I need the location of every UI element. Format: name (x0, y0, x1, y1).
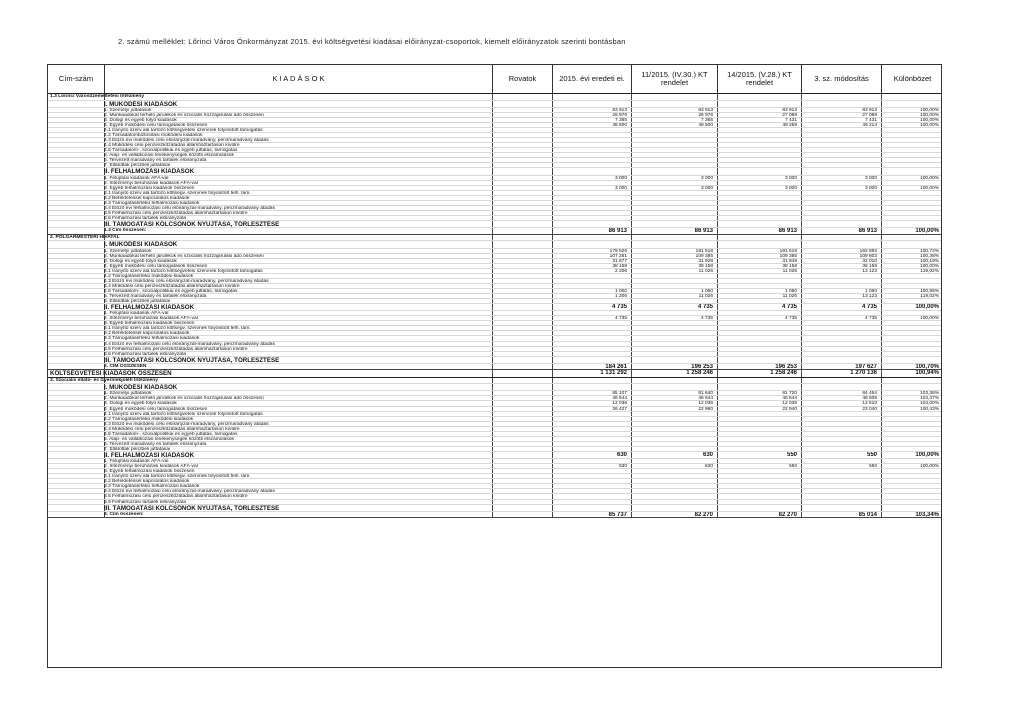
row-label: 6. Ellátottak pénzbeli juttatásai (104, 298, 171, 304)
table-row (48, 304, 941, 311)
table-row (48, 384, 941, 391)
table-row (48, 168, 941, 175)
kt14-cell: 27 088 (782, 112, 797, 118)
row-label: 2. CÍM ÖSSZESEN (104, 363, 147, 369)
row-label: 4.1 Irányító szerv alá tartozó költségvetési szervnek folyósított támogatás (104, 268, 263, 274)
row-label: 5. Alap- és vállalkozási tevékenységek közötti elszámolások (104, 153, 234, 159)
row-label: I. MŰKÖDÉSI KIADÁSOK (104, 241, 178, 249)
kt14-cell: 3 000 (784, 185, 797, 191)
kt11-cell: 196 253 (691, 363, 713, 370)
table-row (48, 364, 941, 371)
kulonbozet-cell: 100,43% (920, 406, 939, 412)
modositas-cell: 85 014 (858, 511, 877, 518)
kt14-cell: 7 431 (784, 117, 797, 123)
eredeti-cell: 31 877 (612, 258, 627, 264)
kt14-cell: 191 518 (779, 248, 797, 254)
modositas-cell: 12 510 (862, 401, 877, 407)
kt14-cell: 11 026 (782, 293, 797, 299)
row-label: 3.5 Felhalmozási célú pénzeszközátadás államháztartáson kívülre (104, 494, 248, 500)
row-label: III. TÁMOGATÁSI KÖLCSÖNÖK NYÚJTÁSA, TÖRLESZTÉSE (104, 504, 280, 512)
kt11-cell: 11 026 (698, 268, 713, 274)
eredeti-cell: 1 206 (614, 293, 627, 299)
kt11-cell: 1 050 (700, 288, 713, 294)
row-label: 1. Személyi juttatások (104, 391, 152, 397)
row-label: 1. Felújítási kiadások ÁFÁ-val (104, 459, 169, 465)
row-label: 4.1 Irányító szerv alá tartozó költségvetési szervnek folyósított támogatás (104, 127, 263, 133)
modositas-cell: 1 270 136 (850, 370, 877, 377)
kt14-cell: 1 050 (784, 288, 797, 294)
eredeti-cell: 83 913 (612, 107, 627, 113)
row-label: 3.3 Támogatásértékű felhalmozási kiadások (104, 200, 200, 206)
row-label: II. FELHALMOZÁSI KIADÁSOK (104, 451, 195, 459)
eredeti-cell: 184 261 (605, 363, 627, 370)
kulonbozet-cell: 100,00% (920, 117, 939, 123)
row-label: 5. Alap- és vállalkozási tevékenységek közötti elszámolások (104, 436, 234, 442)
row-label: 1. Felújítási kiadások ÁFÁ-val (104, 311, 169, 317)
row-label: 7. Ellátottak pénzbeli juttatásai (104, 446, 171, 452)
eredeti-cell: 2 206 (614, 268, 627, 274)
modositas-cell: 13 123 (862, 293, 877, 299)
row-label: 3.2 Befektetéssel kapcsolatos kiadások (104, 195, 190, 201)
kulonbozet-cell: 104,00% (920, 401, 939, 407)
kt11-cell: 83 913 (698, 107, 713, 113)
kulonbozet-cell: 100,00% (920, 185, 939, 191)
row-label: 6. Tervezett maradvány és tartalék előirányzata (104, 441, 207, 447)
row-label: 5. Tervezett maradvány és tartalék előirányzata (104, 293, 207, 299)
kulonbozet-cell: 100,00% (920, 464, 939, 470)
kulonbozet-cell: 100,00% (915, 451, 939, 458)
kt14-cell: 82 270 (778, 511, 797, 518)
eredeti-cell: 86 913 (608, 228, 627, 235)
table-row (48, 452, 941, 459)
header-kt11: 11/2015. (IV.30.) KT rendelet (631, 65, 717, 93)
kt14-cell: 4 735 (784, 316, 797, 322)
eredeti-cell: 3 000 (614, 185, 627, 191)
row-label: 3. Dologi és egyéb folyó kiadások (104, 401, 177, 407)
table-row (48, 357, 941, 364)
kulonbozet-cell: 100,00% (920, 263, 939, 269)
budget-table (47, 64, 942, 668)
eredeti-cell: 630 (616, 451, 627, 458)
row-label: 3. Egyéb felhalmozási kiadások összesen (104, 469, 195, 475)
kt14-cell: 81 720 (782, 391, 797, 397)
row-label: I. MŰKÖDÉSI KIADÁSOK (104, 384, 178, 392)
row-label: 3.5 Felhalmozási célú pénzeszközátadás államháztartáson kívülre (104, 346, 248, 352)
row-label: 1.3 Lőrinci Városüzemeltetési Intézmény (50, 94, 145, 99)
table-row (48, 221, 941, 228)
row-label: 4.2 Támogatásértékű működési kiadások (104, 416, 194, 422)
row-label: II. FELHALMOZÁSI KIADÁSOK (104, 304, 195, 312)
document-title: 2. számú melléklet: Lőrinci Város Önkormányzat 2015. évi költségvetési kiadásai előirányzat-csoportok, kiemelt előirányzatok szerinti bontásban (118, 37, 626, 46)
modositas-cell: 84 464 (862, 391, 877, 397)
row-label: 4.4 Működési célú pénzeszközátadás államháztartáson kívülre (104, 426, 240, 432)
kulonbozet-cell: 100,38% (920, 253, 939, 259)
modositas-cell: 38 158 (862, 263, 877, 269)
kulonbozet-cell: 100,00% (915, 228, 939, 235)
row-label: 4.2 Támogatásértékű működési kiadások (104, 273, 194, 279)
kt14-cell: 550 (788, 464, 797, 470)
kt11-cell: 22 960 (698, 406, 713, 412)
eredeti-cell: 1 000 (614, 288, 627, 294)
row-label: 3. Cím összesen: (104, 511, 144, 517)
kt11-cell: 31 928 (698, 258, 713, 264)
row-label: 1. Felújítási kiadások ÁFÁ-val (104, 175, 169, 181)
row-label: 3.3 Támogatásértékű felhalmozási kiadások (104, 484, 200, 490)
kt11-cell: 4 735 (700, 316, 713, 322)
kt14-cell: 550 (786, 451, 797, 458)
header-cimszam: Cím-szám (58, 74, 94, 84)
row-label: 3.3 Támogatásértékű felhalmozási kiadások (104, 336, 200, 342)
row-label: 2. Munkaadókat terhelő járulékok és szociális hozzájárulási adó összesen (104, 112, 264, 118)
modositas-cell: 4 735 (861, 304, 877, 311)
kt11-cell: 46 644 (698, 396, 713, 402)
kt14-cell: 3 000 (784, 175, 797, 181)
eredeti-cell: 38 158 (612, 263, 627, 269)
row-label: 3. Egyéb felhalmozási kiadások összesen (104, 185, 195, 191)
kt14-cell: 46 644 (782, 396, 797, 402)
kt11-cell: 7 365 (700, 117, 713, 123)
modositas-cell: 550 (866, 451, 877, 458)
kt11-cell: 630 (702, 451, 713, 458)
kt11-cell: 3 000 (700, 185, 713, 191)
eredeti-cell: 12 036 (612, 401, 627, 407)
row-label: 1. Személyi juttatások (104, 248, 152, 254)
modositas-cell: 3 000 (864, 185, 877, 191)
table-row (48, 241, 941, 248)
table-row (48, 370, 941, 377)
row-label: 4.5 Társadalom-, szociálpolitikai és egyéb juttatás, támogatás (104, 148, 238, 154)
header-modositas: 3. sz. módosítás (801, 65, 881, 93)
modositas-cell: 550 (868, 464, 877, 470)
modositas-cell: 86 913 (858, 228, 877, 235)
row-label: 4.4 Működési célú pénzeszközátadás államháztartáson kívülre (104, 143, 240, 149)
header-kulonbozet: Különbözet (881, 65, 942, 93)
row-label: 3.5 Felhalmozási célú pénzeszközátadás államháztartáson kívülre (104, 210, 248, 216)
row-label: 7. Ellátottak pénzbeli juttatásai (104, 163, 171, 169)
eredeti-cell: 7 365 (614, 117, 627, 123)
modositas-cell: 49 214 (862, 122, 877, 128)
row-label: 2. POLGÁRMESTERI HIVATAL (50, 234, 120, 240)
kt14-cell: 11 026 (782, 268, 797, 274)
row-label: 3.6 Felhalmozási tartalék előirányzata (104, 499, 187, 505)
table-row (48, 101, 941, 108)
row-label: 3. Dologi és egyéb folyó kiadások (104, 258, 177, 264)
eredeti-cell: 179 526 (609, 248, 627, 254)
kt11-cell: 630 (704, 464, 713, 470)
row-label: 1. Személyi juttatások (104, 107, 152, 113)
modositas-cell: 48 605 (862, 396, 877, 402)
kulonbozet-cell: 100,00% (920, 107, 939, 113)
eredeti-cell: 48 600 (612, 122, 627, 128)
row-label: 1.3 Cím összesen: (104, 228, 147, 234)
row-label: 3.6 Felhalmozási tartalék előirányzata (104, 351, 187, 357)
table-row (48, 378, 941, 385)
modositas-cell: 192 892 (859, 248, 877, 254)
eredeti-cell: 46 644 (612, 396, 627, 402)
kulonbozet-cell: 100,94% (915, 370, 939, 377)
row-label: 3.4 Előző évi felhalmozási célú előirányzat-maradvány, pénzmaradvány átadás (104, 489, 275, 495)
kt11-cell: 191 518 (695, 248, 713, 254)
kt14-cell: 83 913 (782, 107, 797, 113)
kt11-cell: 3 000 (700, 175, 713, 181)
table-row (48, 235, 941, 242)
kt14-cell: 49 269 (782, 122, 797, 128)
table-row (48, 505, 941, 512)
eredeti-cell: 107 261 (609, 253, 627, 259)
table-body (48, 94, 941, 518)
row-label: 4.4 Működési célú pénzeszközátadás államháztartáson kívülre (104, 283, 240, 289)
modositas-cell: 27 088 (862, 112, 877, 118)
eredeti-cell: 85 107 (612, 391, 627, 397)
kulonbozet-cell: 100,00% (920, 112, 939, 118)
kulonbozet-cell: 104,47% (920, 396, 939, 402)
row-label: 3. Dologi és egyéb folyó kiadások (104, 117, 177, 123)
kulonbozet-cell: 119,02% (920, 293, 939, 299)
kulonbozet-cell: 100,00% (920, 316, 939, 322)
eredeti-cell: 26 976 (612, 112, 627, 118)
eredeti-cell: 3 000 (614, 175, 627, 181)
eredeti-cell: 85 737 (608, 511, 627, 518)
kt14-cell: 38 158 (782, 263, 797, 269)
row-label: 4.5 Társadalom-, szociálpolitikai és egyéb juttatás, támogatás (104, 431, 238, 437)
row-label: KÖLTSÉGVETÉSI KIADÁSOK ÖSSZESEN (50, 370, 172, 378)
header-kt14: 14/2015. (V.28.) KT rendelet (717, 65, 801, 93)
header-eredeti: 2015. évi eredeti ei. (552, 65, 631, 93)
table-row (48, 228, 941, 235)
modositas-cell: 32 010 (862, 258, 877, 264)
row-label: 2. Intézményi beruházási kiadások ÁFÁ-val (104, 316, 198, 322)
eredeti-cell: 26 427 (612, 406, 627, 412)
modositas-cell: 83 913 (862, 107, 877, 113)
header-rovatok: Rovatok (492, 65, 552, 93)
row-label: 2. Intézményi beruházási kiadások ÁFÁ-val (104, 464, 198, 470)
modositas-cell: 13 123 (862, 268, 877, 274)
row-label: III. TÁMOGATÁSI KÖLCSÖNÖK NYÚJTÁSA, TÖRLESZTÉSE (104, 356, 280, 364)
eredeti-cell: 4 735 (611, 304, 627, 311)
row-label: 3.6 Felhalmozási tartalék előirányzata (104, 215, 187, 221)
kulonbozet-cell: 100,19% (920, 258, 939, 264)
row-label: 4. Egyéb működési célú támogatások összesen (104, 263, 208, 269)
kulonbozet-cell: 100,72% (920, 248, 939, 254)
kt14-cell: 1 258 246 (770, 370, 797, 377)
kt11-cell: 38 158 (698, 263, 713, 269)
kt11-cell: 81 640 (698, 391, 713, 397)
modositas-cell: 23 040 (862, 406, 877, 412)
row-label: 3.1 Irányító szerv alá tartozó költségv. szervnek folyósított felh. tám. (104, 474, 251, 480)
modositas-cell: 7 431 (864, 117, 877, 123)
row-label: 3. Egyéb felhalmozási kiadások összesen (104, 321, 195, 327)
kt14-cell: 12 036 (782, 401, 797, 407)
row-label: 3.1 Irányító szerv alá tartozó költségv. szervnek folyósított felh. tám. (104, 190, 251, 196)
kt11-cell: 1 258 246 (686, 370, 713, 377)
eredeti-cell: 1 131 292 (600, 370, 627, 377)
kt11-cell: 48 600 (698, 122, 713, 128)
kt14-cell: 22 940 (782, 406, 797, 412)
row-label: III. TÁMOGATÁSI KÖLCSÖNÖK NYÚJTÁSA, TÖRLESZTÉSE (104, 220, 280, 228)
eredeti-cell: 630 (618, 464, 627, 470)
kt14-cell: 4 735 (781, 304, 797, 311)
row-label: 3. Szociális ellátó- és Gyermekjóléti Intézmény (50, 377, 158, 383)
kulonbozet-cell: 103,36% (920, 391, 939, 397)
modositas-cell: 3 000 (864, 175, 877, 181)
row-label: 3.4 Előző évi felhalmozási célú előirányzat-maradvány, pénzmaradvány átadás (104, 205, 275, 211)
modositas-cell: 1 060 (864, 288, 877, 294)
kt14-cell: 196 253 (775, 363, 797, 370)
row-label: 3.4 Előző évi felhalmozási célú előirányzat-maradvány, pénzmaradvány átadás (104, 341, 275, 347)
kulonbozet-cell: 100,95% (920, 288, 939, 294)
row-label: 4.5 Társadalom-, szociálpolitikai és egyéb juttatás, támogatás (104, 288, 238, 294)
row-label: 2. Munkaadókat terhelő járulékok és szociális hozzájárulási adó összesen (104, 396, 264, 402)
row-label: 4.3 Előző évi működési célú előirányzat-maradvány, pénzmaradvány átadás (104, 421, 269, 427)
kt11-cell: 11 026 (698, 293, 713, 299)
table-row (48, 512, 941, 519)
kulonbozet-cell: 100,00% (920, 175, 939, 181)
kt11-cell: 12 036 (698, 401, 713, 407)
kulonbozet-cell: 100,00% (915, 304, 939, 311)
header-kiadasok: K I A D Á S O K (104, 65, 492, 93)
row-label: 4. Egyéb működési célú támogatások összesen (104, 122, 208, 128)
kt11-cell: 4 735 (697, 304, 713, 311)
table-row (48, 94, 941, 101)
row-label: 3.2 Befektetéssel kapcsolatos kiadások (104, 331, 190, 337)
kt11-cell: 109 385 (695, 253, 713, 259)
row-label: 4.3 Előző évi működési célú előirányzat-maradvány, pénzmaradvány átadás (104, 278, 269, 284)
row-label: 3.1 Irányító szerv alá tartozó költségv. szervnek folyósított felh. tám. (104, 326, 251, 332)
row-label: 4. Egyéb működési célú támogatások összesen (104, 406, 208, 412)
table-header (48, 65, 941, 94)
kulonbozet-cell: 100,70% (915, 363, 939, 370)
kt14-cell: 31 949 (782, 258, 797, 264)
kulonbozet-cell: 100,00% (920, 122, 939, 128)
modositas-cell: 109 803 (859, 253, 877, 259)
row-label: 2. Intézményi beruházási kiadások ÁFÁ-val (104, 180, 198, 186)
row-label: 2. Munkaadókat terhelő járulékok és szociális hozzájárulási adó összesen (104, 253, 264, 259)
kt11-cell: 82 270 (694, 511, 713, 518)
row-label: I. MŰKÖDÉSI KIADÁSOK (104, 100, 178, 108)
row-label: 4.2 Társadalombiztosítási működési kiadások (104, 133, 203, 139)
kulonbozet-cell: 119,02% (920, 268, 939, 274)
row-label: II. FELHALMOZÁSI KIADÁSOK (104, 168, 195, 176)
row-label: 3.2 Befektetéssel kapcsolatos kiadások (104, 479, 190, 485)
modositas-cell: 197 627 (855, 363, 877, 370)
kt11-cell: 26 976 (698, 112, 713, 118)
kt11-cell: 86 913 (694, 228, 713, 235)
kt14-cell: 109 385 (779, 253, 797, 259)
row-label: 4.3 Előző évi működési célú előirányzat-maradvány, pénzmaradvány átadás (104, 138, 269, 144)
modositas-cell: 4 735 (864, 316, 877, 322)
kulonbozet-cell: 103,34% (915, 511, 939, 518)
eredeti-cell: 4 735 (614, 316, 627, 322)
row-label: 6. Tervezett maradvány és tartalék előirányzata (104, 158, 207, 164)
row-label: 4.1 Irányító szerv alá tartozó költségvetési szervnek folyósított támogatás (104, 411, 263, 417)
kt14-cell: 86 913 (778, 228, 797, 235)
